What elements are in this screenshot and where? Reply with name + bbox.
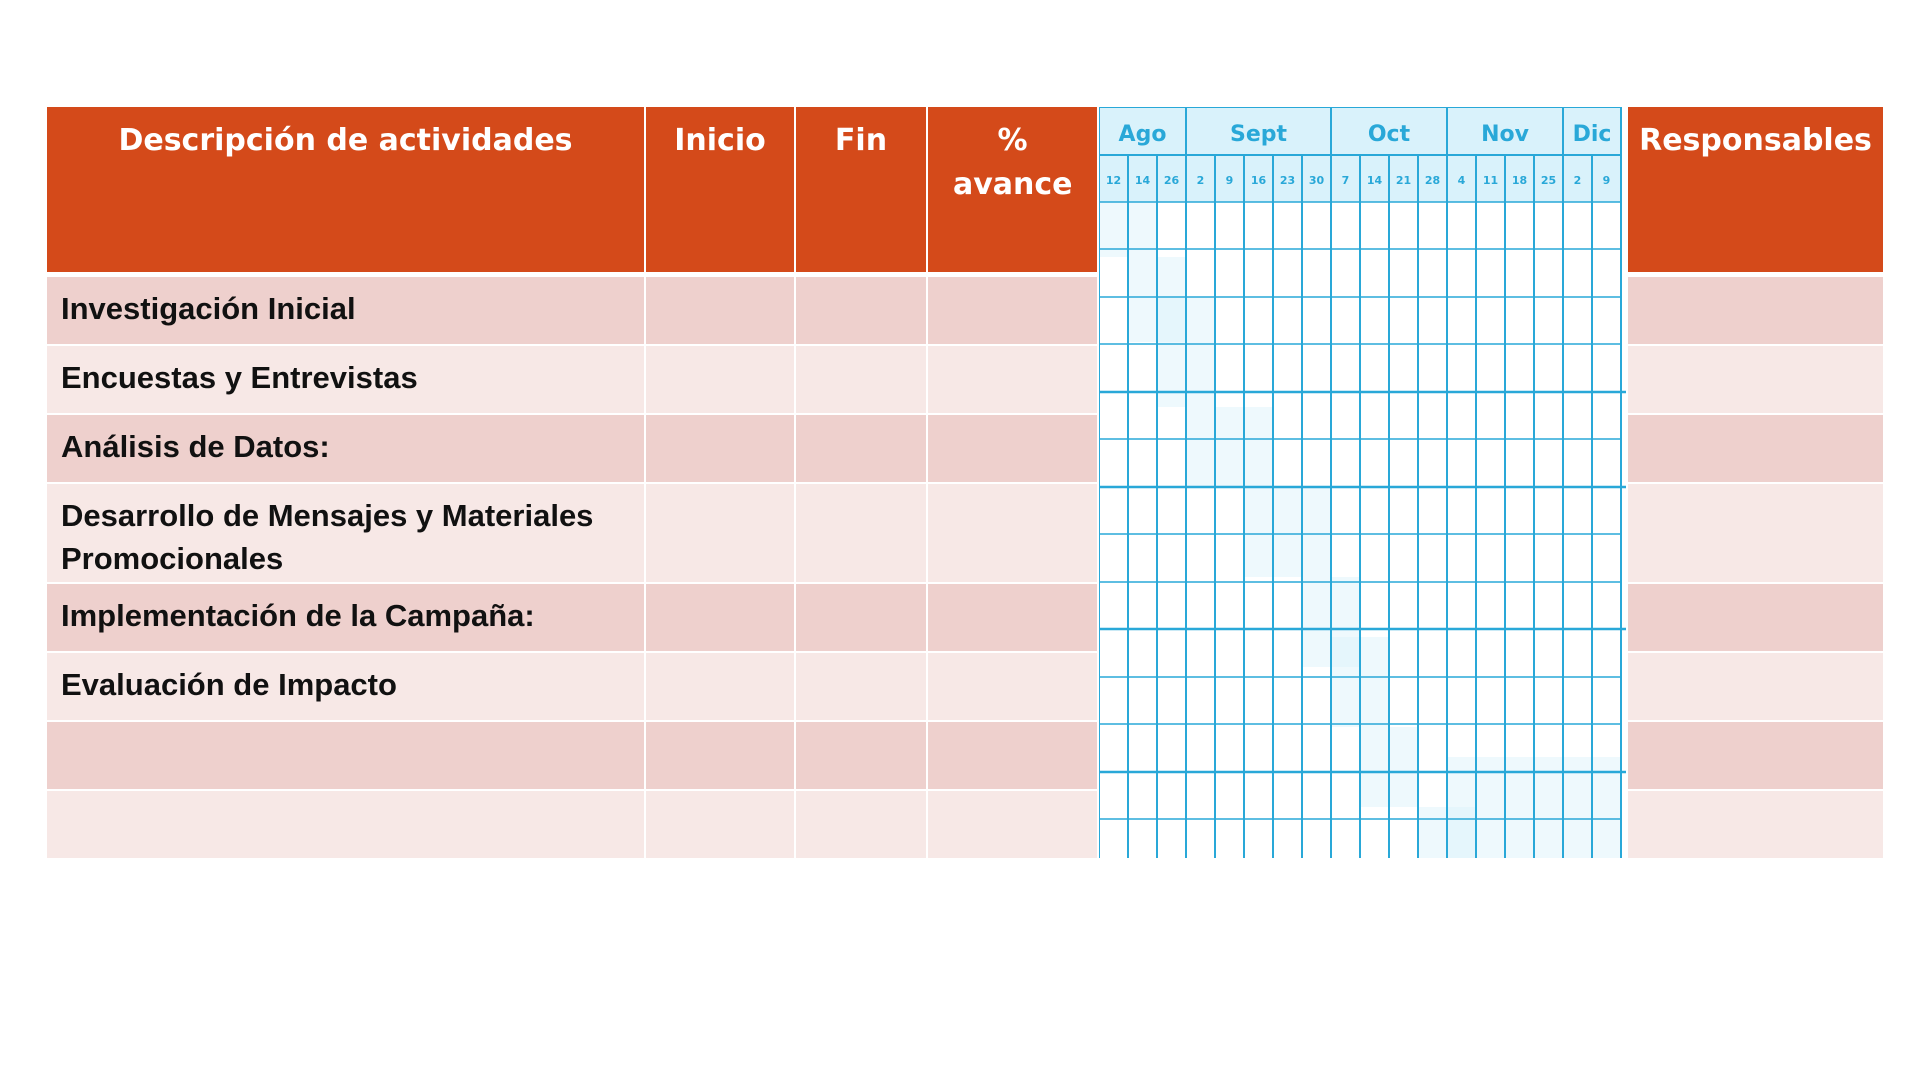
activity-cell: Evaluación de Impacto	[47, 653, 644, 720]
avance-cell	[928, 791, 1097, 858]
activity-cell: Análisis de Datos:	[47, 415, 644, 482]
gantt-day-label: 9	[1225, 174, 1234, 187]
header-inicio: Inicio	[646, 107, 794, 272]
activity-cell: Desarrollo de Mensajes y Materiales Promocionales	[47, 484, 644, 582]
gantt-day-label: 2	[1196, 174, 1205, 187]
fin-cell	[796, 653, 926, 720]
fin-cell	[796, 346, 926, 413]
header-fin: Fin	[796, 107, 926, 272]
fin-cell	[796, 415, 926, 482]
gantt-day-label: 7	[1341, 174, 1350, 187]
gantt-month-label: Oct	[1367, 122, 1411, 147]
inicio-cell	[646, 277, 794, 344]
header-avance: % avance	[928, 107, 1097, 272]
avance-cell	[928, 277, 1097, 344]
gantt-month-label: Dic	[1572, 122, 1612, 147]
gantt-day-label: 21	[1395, 174, 1412, 187]
inicio-cell	[646, 584, 794, 651]
fin-cell	[796, 484, 926, 582]
gantt-day-label: 30	[1308, 174, 1325, 187]
avance-cell	[928, 415, 1097, 482]
gantt-day-label: 28	[1424, 174, 1441, 187]
responsables-cell	[1628, 653, 1883, 720]
responsables-cell	[1628, 415, 1883, 482]
header-responsables: Responsables	[1628, 107, 1883, 272]
responsables-cell	[1628, 277, 1883, 344]
inicio-cell	[646, 722, 794, 789]
gantt-day-label: 12	[1105, 174, 1122, 187]
gantt-month-label: Sept	[1229, 122, 1288, 147]
fin-cell	[796, 722, 926, 789]
fin-cell	[796, 277, 926, 344]
avance-cell	[928, 722, 1097, 789]
inicio-cell	[646, 346, 794, 413]
gantt-day-label: 2	[1573, 174, 1582, 187]
gantt-shade	[1244, 487, 1331, 577]
inicio-cell	[646, 484, 794, 582]
gantt-day-label: 9	[1602, 174, 1611, 187]
activity-cell: Encuestas y Entrevistas	[47, 346, 644, 413]
gantt-day-label: 23	[1279, 174, 1296, 187]
inicio-cell	[646, 653, 794, 720]
gantt-day-label: 25	[1540, 174, 1557, 187]
gantt-day-label: 11	[1482, 174, 1499, 187]
gantt-day-label: 14	[1134, 174, 1151, 187]
avance-cell	[928, 653, 1097, 720]
avance-cell	[928, 346, 1097, 413]
inicio-cell	[646, 791, 794, 858]
responsables-cell	[1628, 791, 1883, 858]
responsables-cell	[1628, 346, 1883, 413]
activity-cell: Implementación de la Campaña:	[47, 584, 644, 651]
gantt-day-label: 4	[1457, 174, 1466, 187]
gantt-day-label: 26	[1163, 174, 1180, 187]
avance-cell	[928, 484, 1097, 582]
avance-cell	[928, 584, 1097, 651]
activity-cell	[47, 722, 644, 789]
gantt-month-label: Nov	[1481, 122, 1529, 147]
gantt-month-label: Ago	[1118, 122, 1167, 147]
gantt-shade	[1186, 407, 1273, 487]
fin-cell	[796, 584, 926, 651]
gantt-day-label: 18	[1511, 174, 1528, 187]
inicio-cell	[646, 415, 794, 482]
activity-cell: Investigación Inicial	[47, 277, 644, 344]
responsables-cell	[1628, 584, 1883, 651]
gantt-day-label: 16	[1250, 174, 1267, 187]
gantt-day-label: 14	[1366, 174, 1383, 187]
gantt-chart	[1099, 107, 1626, 858]
responsables-cell	[1628, 722, 1883, 789]
activity-cell	[47, 791, 644, 858]
header-descripcion: Descripción de actividades	[47, 107, 644, 272]
responsables-cell	[1628, 484, 1883, 582]
fin-cell	[796, 791, 926, 858]
